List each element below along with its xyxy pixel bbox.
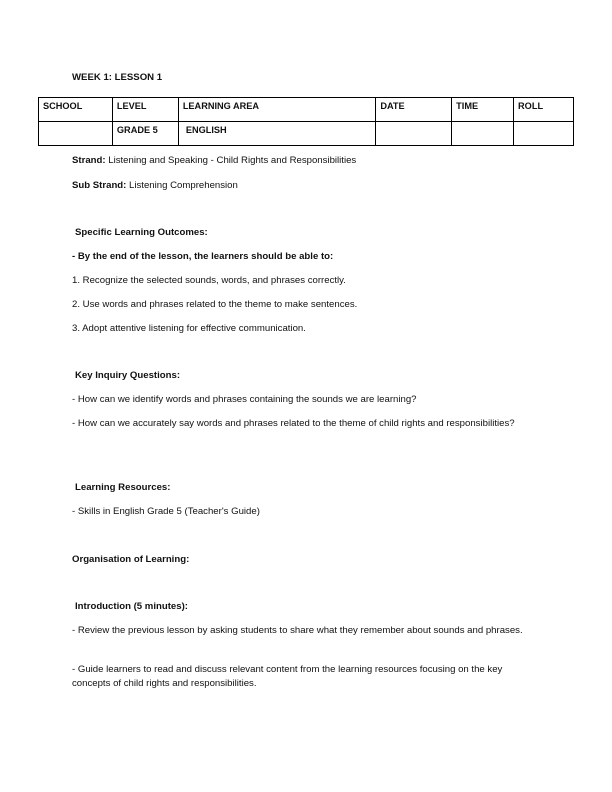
outcomes-intro: - By the end of the lesson, the learners should be able to: (72, 251, 334, 262)
table-cell: GRADE 5 (112, 122, 178, 146)
table-header-row (39, 98, 574, 122)
table-cell (376, 122, 452, 146)
table-cell: ENGLISH (178, 122, 376, 146)
table-cell (514, 122, 574, 146)
introduction-item: - Guide learners to read and discuss relevant content from the learning resources focusing on the key concepts of child rights and responsibilities. (72, 664, 503, 689)
table-cell (452, 122, 514, 146)
header-cell: ROLL (514, 98, 574, 122)
outcome-item: 2. Use words and phrases related to the theme to make sentences. (72, 299, 358, 310)
table-cell (39, 122, 113, 146)
table-row (39, 122, 574, 146)
inquiry-heading: Key Inquiry Questions: (75, 370, 181, 381)
resource-item: - Skills in English Grade 5 (Teacher's Guide) (72, 506, 260, 517)
header-cell: DATE (376, 98, 452, 122)
header-cell: TIME (452, 98, 514, 122)
organisation-heading: Organisation of Learning: (72, 554, 190, 565)
inquiry-item: - How can we accurately say words and phrases related to the theme of child rights and responsibilities? (72, 418, 515, 429)
strand (72, 154, 356, 168)
introduction-item: - Review the previous lesson by asking students to share what they remember about sounds and phrases. (72, 625, 523, 636)
header-cell: LEARNING AREA (178, 98, 376, 122)
resources-heading: Learning Resources: (75, 482, 171, 493)
sub-strand (72, 179, 238, 193)
sub-strand-value: Listening Comprehension (126, 180, 238, 191)
outcomes-heading: Specific Learning Outcomes: (75, 227, 208, 238)
strand-value: Listening and Speaking - Child Rights and Responsibilities (105, 155, 357, 166)
sub-strand-label: Sub Strand: (72, 180, 127, 191)
strand-label: Strand: (72, 155, 106, 166)
introduction-heading: Introduction (5 minutes): (75, 601, 188, 612)
lesson-title: WEEK 1: LESSON 1 (72, 72, 163, 83)
lesson-info-table (38, 97, 574, 146)
inquiry-item: - How can we identify words and phrases containing the sounds we are learning? (72, 394, 417, 405)
outcome-item: 3. Adopt attentive listening for effective communication. (72, 323, 306, 334)
header-cell: LEVEL (112, 98, 178, 122)
outcome-item: 1. Recognize the selected sounds, words, and phrases correctly. (72, 275, 346, 286)
header-cell: SCHOOL (39, 98, 113, 122)
